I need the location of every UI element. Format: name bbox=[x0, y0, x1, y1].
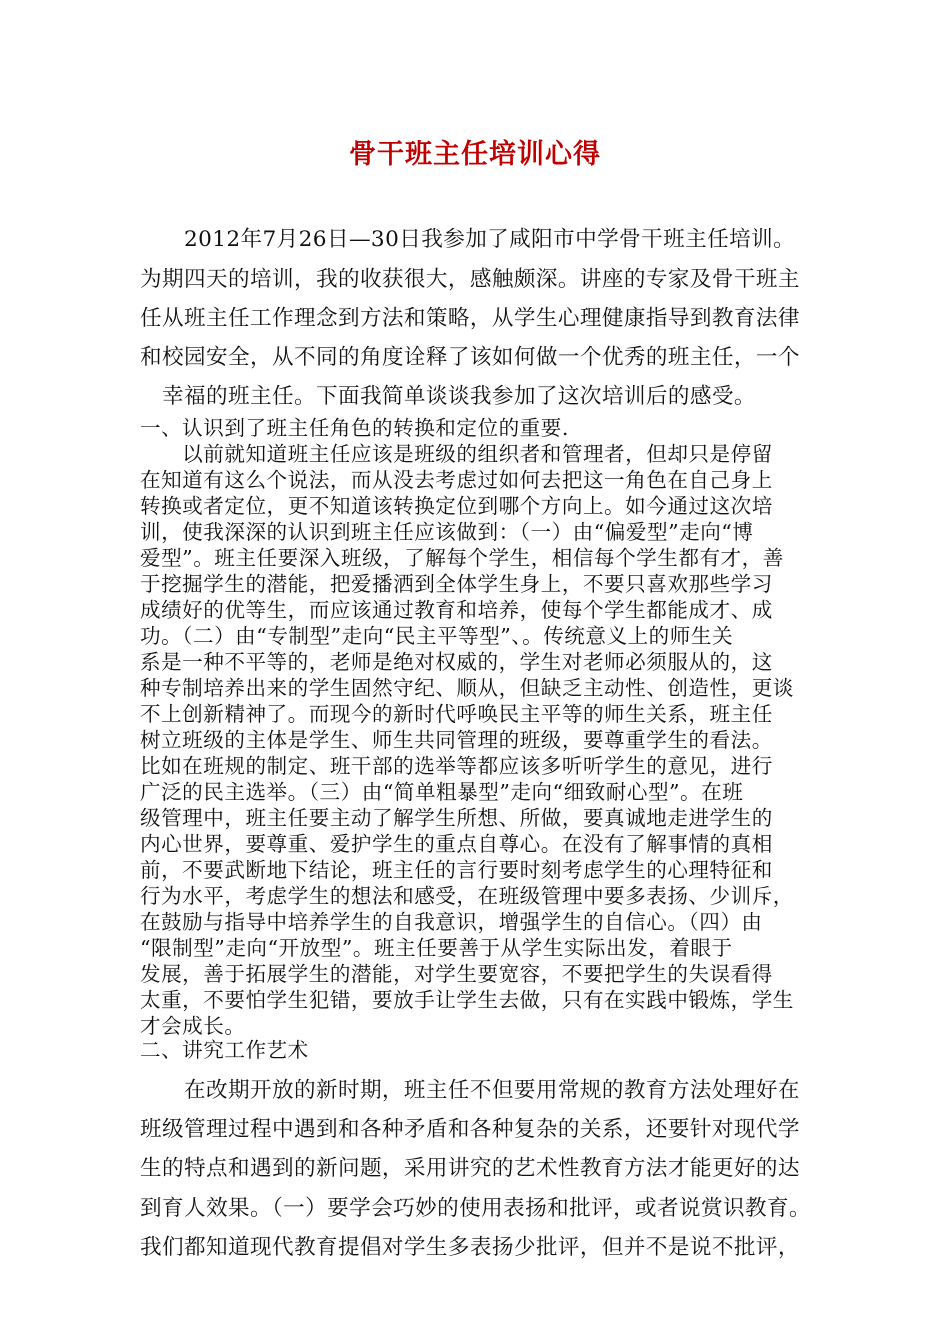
text-line: 比如在班规的制定、班干部的选举等都应该多听听学生的意见，进行 bbox=[140, 754, 773, 778]
text-line: 太重，不要怕学生犯错，要放手让学生去做，只有在实践中锻炼，学生 bbox=[140, 988, 794, 1012]
text-line: 任从班主任工作理念到方法和策略，从学生心理健康指导到教育法律 bbox=[140, 306, 800, 331]
text-line: 行为水平，考虑学生的想法和感受，在班级管理中要多表扬、少训斥， bbox=[140, 884, 794, 908]
text-line: 前，不要武断地下结论，班主任的言行要时刻考虑学生的心理特征和 bbox=[140, 858, 773, 882]
text-line: 功。（二）由“专制型”走向“民主平等型”、。传统意义上的师生关 bbox=[140, 624, 734, 648]
text-line: 系是一种不平等的，老师是绝对权威的，学生对老师必须服从的，这 bbox=[140, 650, 773, 674]
text-line: 广泛的民主选举。（三）由“简单粗暴型”走向“细致耐心型”。在班 bbox=[140, 780, 744, 804]
text-line: 成绩好的优等生，而应该通过教育和培养，使每个学生都能成才、成 bbox=[140, 598, 773, 622]
text-line: 才会成长。 bbox=[140, 1014, 246, 1038]
text-line: 种专制培养出来的学生固然守纪、顺从，但缺乏主动性、创造性，更谈 bbox=[140, 676, 794, 700]
text-line: 以前就知道班主任应该是班级的组织者和管理者，但却只是停留 bbox=[140, 442, 773, 466]
section-heading: 二、讲究工作艺术 bbox=[140, 1038, 309, 1062]
text-line: 于挖掘学生的潜能，把爱播洒到全体学生身上，不要只喜欢那些学习 bbox=[140, 572, 773, 596]
text-line: 在改期开放的新时期，班主任不但要用常规的教育方法处理好在 bbox=[140, 1078, 800, 1103]
text-line: 在知道有这么个说法，而从没去考虑过如何去把这一角色在自己身上 bbox=[140, 468, 773, 492]
text-line: 爱型”。班主任要深入班级，了解每个学生，相信每个学生都有才，善 bbox=[140, 546, 784, 570]
text-line: 训，使我深深的认识到班主任应该做到：（一）由“偏爱型”走向“博 bbox=[140, 520, 754, 544]
text-line: 为期四天的培训，我的收获很大，感触颇深。讲座的专家及骨干班主 bbox=[140, 267, 800, 292]
section-heading: 一、认识到了班主任角色的转换和定位的重要. bbox=[140, 416, 569, 440]
text-line: 班级管理过程中遇到和各种矛盾和各种复杂的关系，还要针对现代学 bbox=[140, 1117, 800, 1142]
text-line: 内心世界，要尊重、爱护学生的重点自尊心。在没有了解事情的真相 bbox=[140, 832, 773, 856]
text-line: 和校园安全，从不同的角度诠释了该如何做一个优秀的班主任，一个 bbox=[140, 345, 800, 370]
text-line: 生的特点和遇到的新问题，采用讲究的艺术性教育方法才能更好的达 bbox=[140, 1156, 800, 1181]
text-line: 在鼓励与指导中培养学生的自我意识，增强学生的自信心。（四）由 bbox=[140, 910, 763, 934]
text-line: 级管理中，班主任要主动了解学生所想、所做，要真诚地走进学生的 bbox=[140, 806, 773, 830]
text-line: 我们都知道现代教育提倡对学生多表扬少批评，但并不是说不批评， bbox=[140, 1235, 800, 1260]
text-line: 转换或者定位，更不知道该转换定位到哪个方向上。如今通过这次培 bbox=[140, 494, 773, 518]
text-line: 不上创新精神了。而现今的新时代呼唤民主平等的师生关系，班主任 bbox=[140, 702, 773, 726]
document-title: 骨干班主任培训心得 bbox=[349, 139, 601, 170]
text-line: “限制型”走向“开放型”。班主任要善于从学生实际出发，着眼于 bbox=[140, 936, 733, 960]
text-line: 树立班级的主体是学生、师生共同管理的班级，要尊重学生的看法。 bbox=[140, 728, 773, 752]
text-line: 发展，善于拓展学生的潜能，对学生要宽容，不要把学生的失误看得 bbox=[140, 962, 773, 986]
text-line: 到育人效果。（一）要学会巧妙的使用表扬和批评，或者说赏识教育。 bbox=[140, 1196, 812, 1221]
text-line: 2012年7月26日—30日我参加了咸阳市中学骨干班主任培训。 bbox=[140, 227, 796, 252]
text-line: 幸福的班主任。下面我简单谈谈我参加了这次培训后的感受。 bbox=[140, 384, 756, 409]
